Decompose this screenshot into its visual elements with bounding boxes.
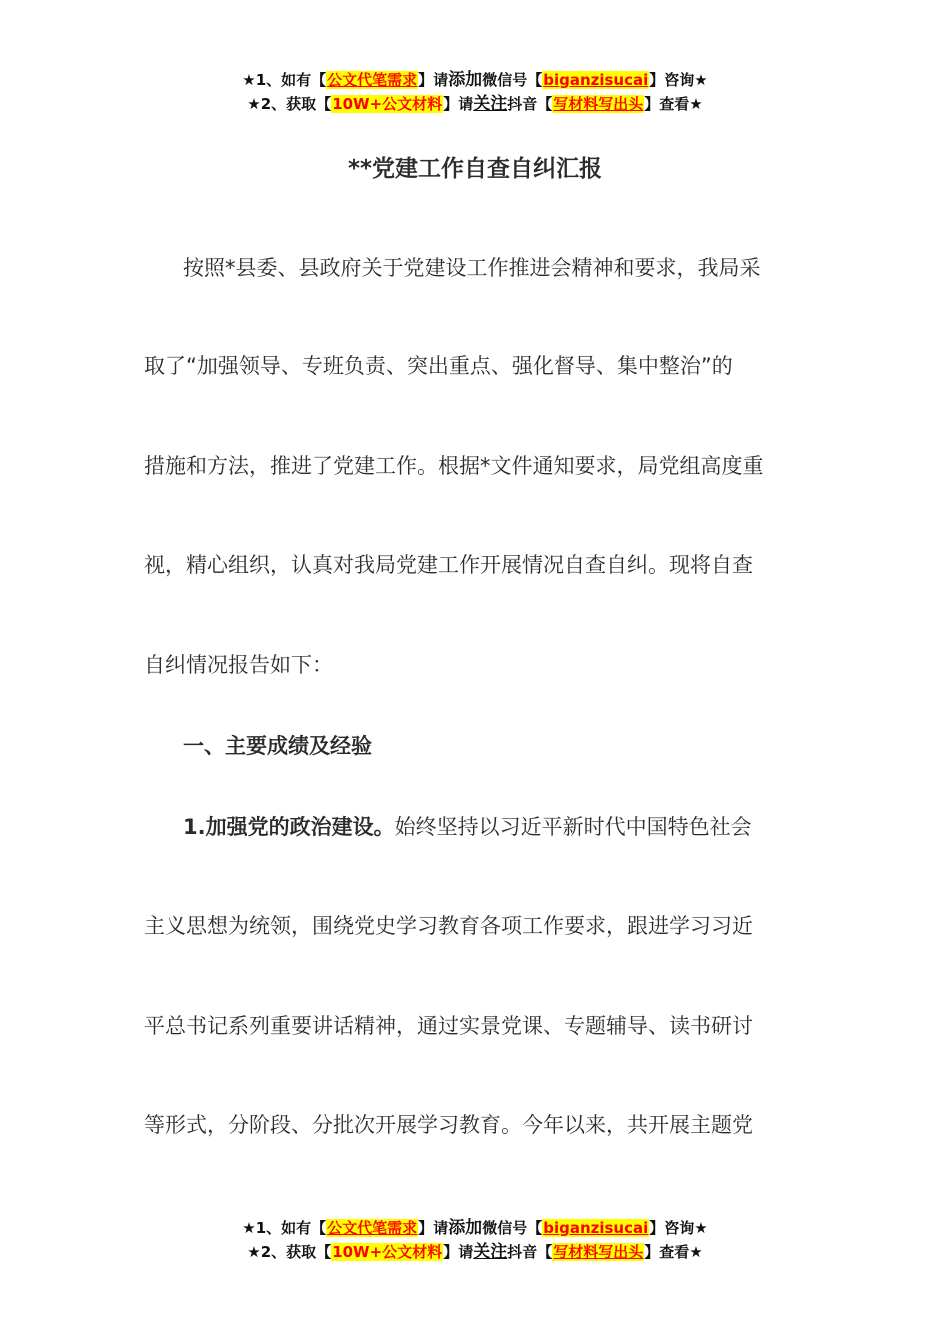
bottom-promo-banner bbox=[0, 1216, 950, 1264]
promo-text: 抖音【 bbox=[507, 95, 553, 113]
promo-text: 微信号【 bbox=[482, 71, 543, 89]
promo-text: 】请 bbox=[418, 71, 449, 89]
promo-highlight: 公文代笔需求 bbox=[327, 1219, 418, 1237]
promo-douyin-id: 写材料写出头 bbox=[553, 95, 644, 113]
promo-text: 】请 bbox=[418, 1219, 449, 1237]
promo-emphasis: 添加 bbox=[448, 70, 483, 90]
promo-text: ★1、如有【 bbox=[242, 1219, 327, 1237]
promo-emphasis: 关注 bbox=[473, 94, 508, 114]
promo-highlight: 公文代笔需求 bbox=[327, 71, 418, 89]
promo-line-2 bbox=[0, 92, 950, 116]
paragraph-line: 取了“加强领导、专班负责、突出重点、强化督导、集中整治”的 bbox=[144, 354, 733, 378]
promo-text: ★1、如有【 bbox=[242, 71, 327, 89]
paragraph-line bbox=[183, 811, 752, 841]
promo-emphasis: 关注 bbox=[473, 1242, 508, 1262]
promo-emphasis: 添加 bbox=[448, 1218, 483, 1238]
promo-text: 】请 bbox=[443, 1243, 474, 1261]
promo-wechat-id: biganzisucai bbox=[543, 71, 649, 89]
promo-text: 】查看★ bbox=[644, 1243, 703, 1261]
document-title: **党建工作自查自纠汇报 bbox=[347, 156, 603, 182]
promo-douyin-id: 写材料写出头 bbox=[553, 1243, 644, 1261]
promo-text: 】请 bbox=[443, 95, 474, 113]
top-promo-banner bbox=[0, 68, 950, 116]
item-lead: 1.加强党的政治建设。 bbox=[183, 815, 395, 839]
promo-line-1 bbox=[0, 1216, 950, 1240]
paragraph-line: 主义思想为统领，围绕党史学习教育各项工作要求，跟进学习习近 bbox=[144, 914, 753, 938]
promo-text: ★2、获取【 bbox=[247, 1243, 332, 1261]
promo-text: 】咨询★ bbox=[649, 71, 708, 89]
promo-wechat-id: biganzisucai bbox=[543, 1219, 649, 1237]
promo-text: 】查看★ bbox=[644, 95, 703, 113]
paragraph-line: 视，精心组织，认真对我局党建工作开展情况自查自纠。现将自查 bbox=[144, 553, 753, 577]
paragraph-line: 自纠情况报告如下： bbox=[144, 653, 333, 677]
section-heading: 一、主要成绩及经验 bbox=[183, 734, 372, 758]
paragraph-line: 按照*县委、县政府关于党建设工作推进会精神和要求，我局采 bbox=[183, 256, 761, 280]
promo-line-1 bbox=[0, 68, 950, 92]
promo-highlight: 10W+公文材料 bbox=[332, 95, 443, 113]
promo-text: 抖音【 bbox=[507, 1243, 553, 1261]
promo-text: 微信号【 bbox=[482, 1219, 543, 1237]
promo-text: ★2、获取【 bbox=[247, 95, 332, 113]
paragraph-line: 等形式，分阶段、分批次开展学习教育。今年以来，共开展主题党 bbox=[144, 1113, 753, 1137]
promo-highlight: 10W+公文材料 bbox=[332, 1243, 443, 1261]
paragraph-line: 平总书记系列重要讲话精神，通过实景党课、专题辅导、读书研讨 bbox=[144, 1014, 753, 1038]
promo-line-2 bbox=[0, 1240, 950, 1264]
promo-text: 】咨询★ bbox=[649, 1219, 708, 1237]
paragraph-line: 措施和方法，推进了党建工作。根据*文件通知要求，局党组高度重 bbox=[144, 454, 764, 478]
item-text: 始终坚持以习近平新时代中国特色社会 bbox=[394, 815, 752, 839]
